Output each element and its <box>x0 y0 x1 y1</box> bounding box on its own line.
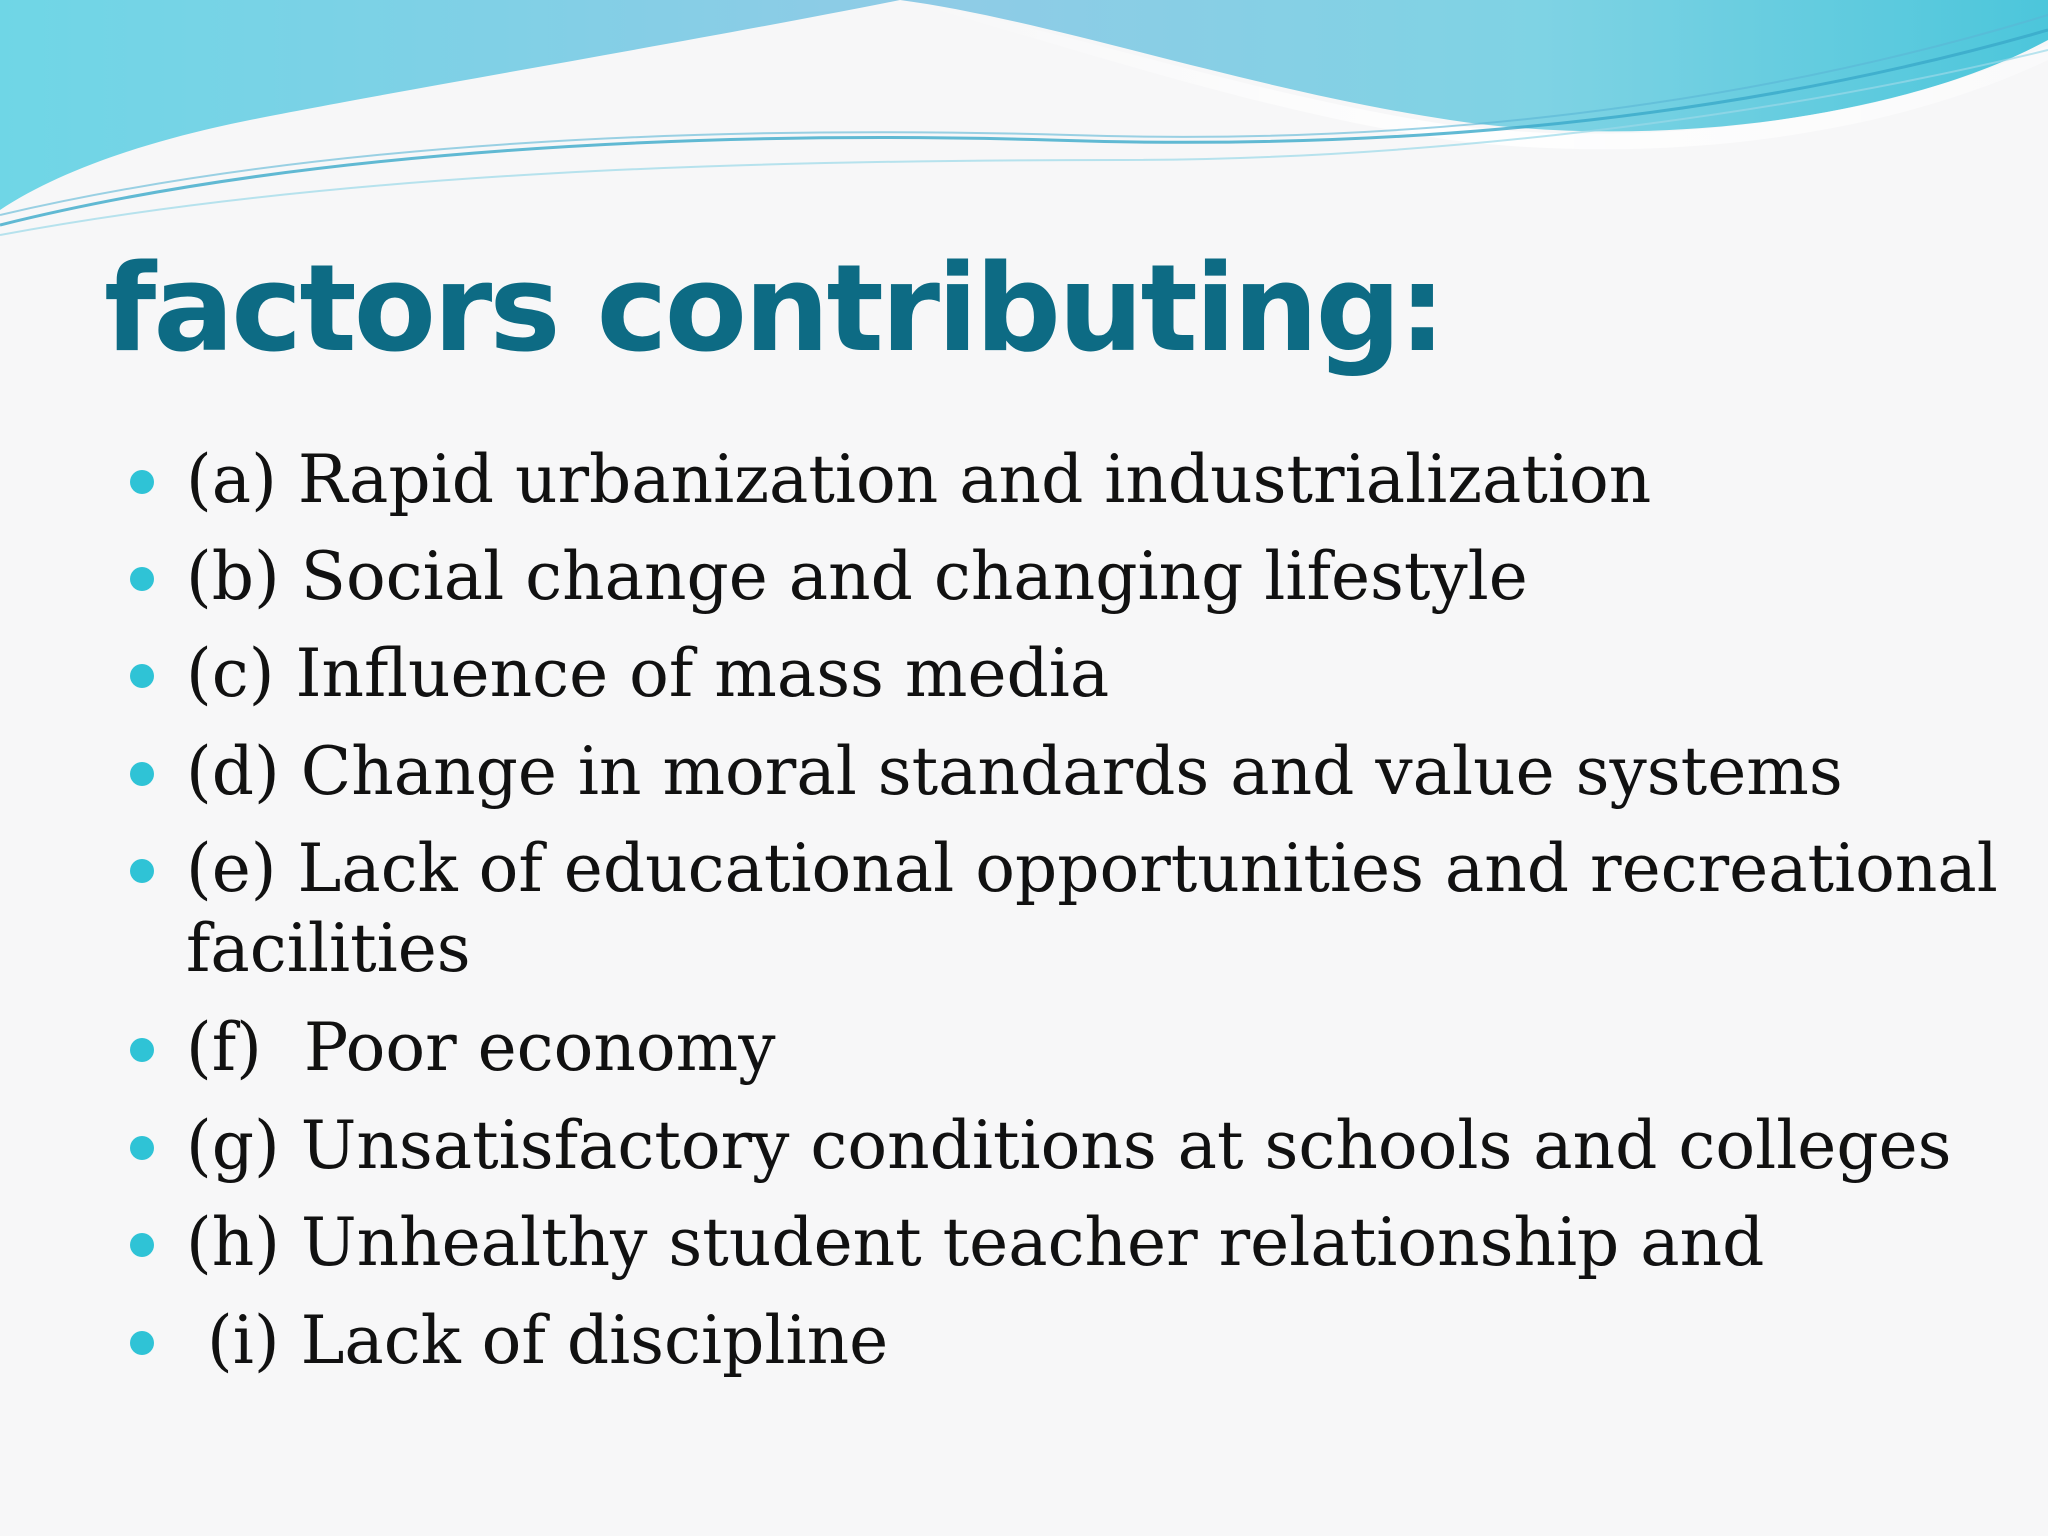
bullet-text: (g) Unsatisfactory conditions at schools and colleges <box>186 1107 1952 1184</box>
bullet-icon <box>130 470 154 494</box>
bullet-text: (a) Rapid urbanization and industrialization <box>186 441 1652 518</box>
bullet-icon <box>130 859 154 883</box>
bullet-icon <box>130 762 154 786</box>
slide-title: factors contributing: <box>104 240 1444 379</box>
bullet-text: (i) Lack of discipline <box>186 1302 889 1379</box>
bullet-icon <box>130 1136 154 1160</box>
bullet-text: (e) Lack of educational opportunities and recreational facilities <box>186 830 2019 987</box>
bullet-icon <box>130 567 154 591</box>
bullet-icon <box>130 1038 154 1062</box>
bullet-icon <box>130 1233 154 1257</box>
bullet-text: (d) Change in moral standards and value systems <box>186 733 1843 810</box>
bullet-text: (b) Social change and changing lifestyle <box>186 538 1528 615</box>
bullet-text: (c) Influence of mass media <box>186 635 1110 712</box>
bullet-icon <box>130 664 154 688</box>
bullet-text: (f) Poor economy <box>186 1009 776 1086</box>
bullet-icon <box>130 1331 154 1355</box>
bullet-text: (h) Unhealthy student teacher relationship and <box>186 1204 1765 1281</box>
